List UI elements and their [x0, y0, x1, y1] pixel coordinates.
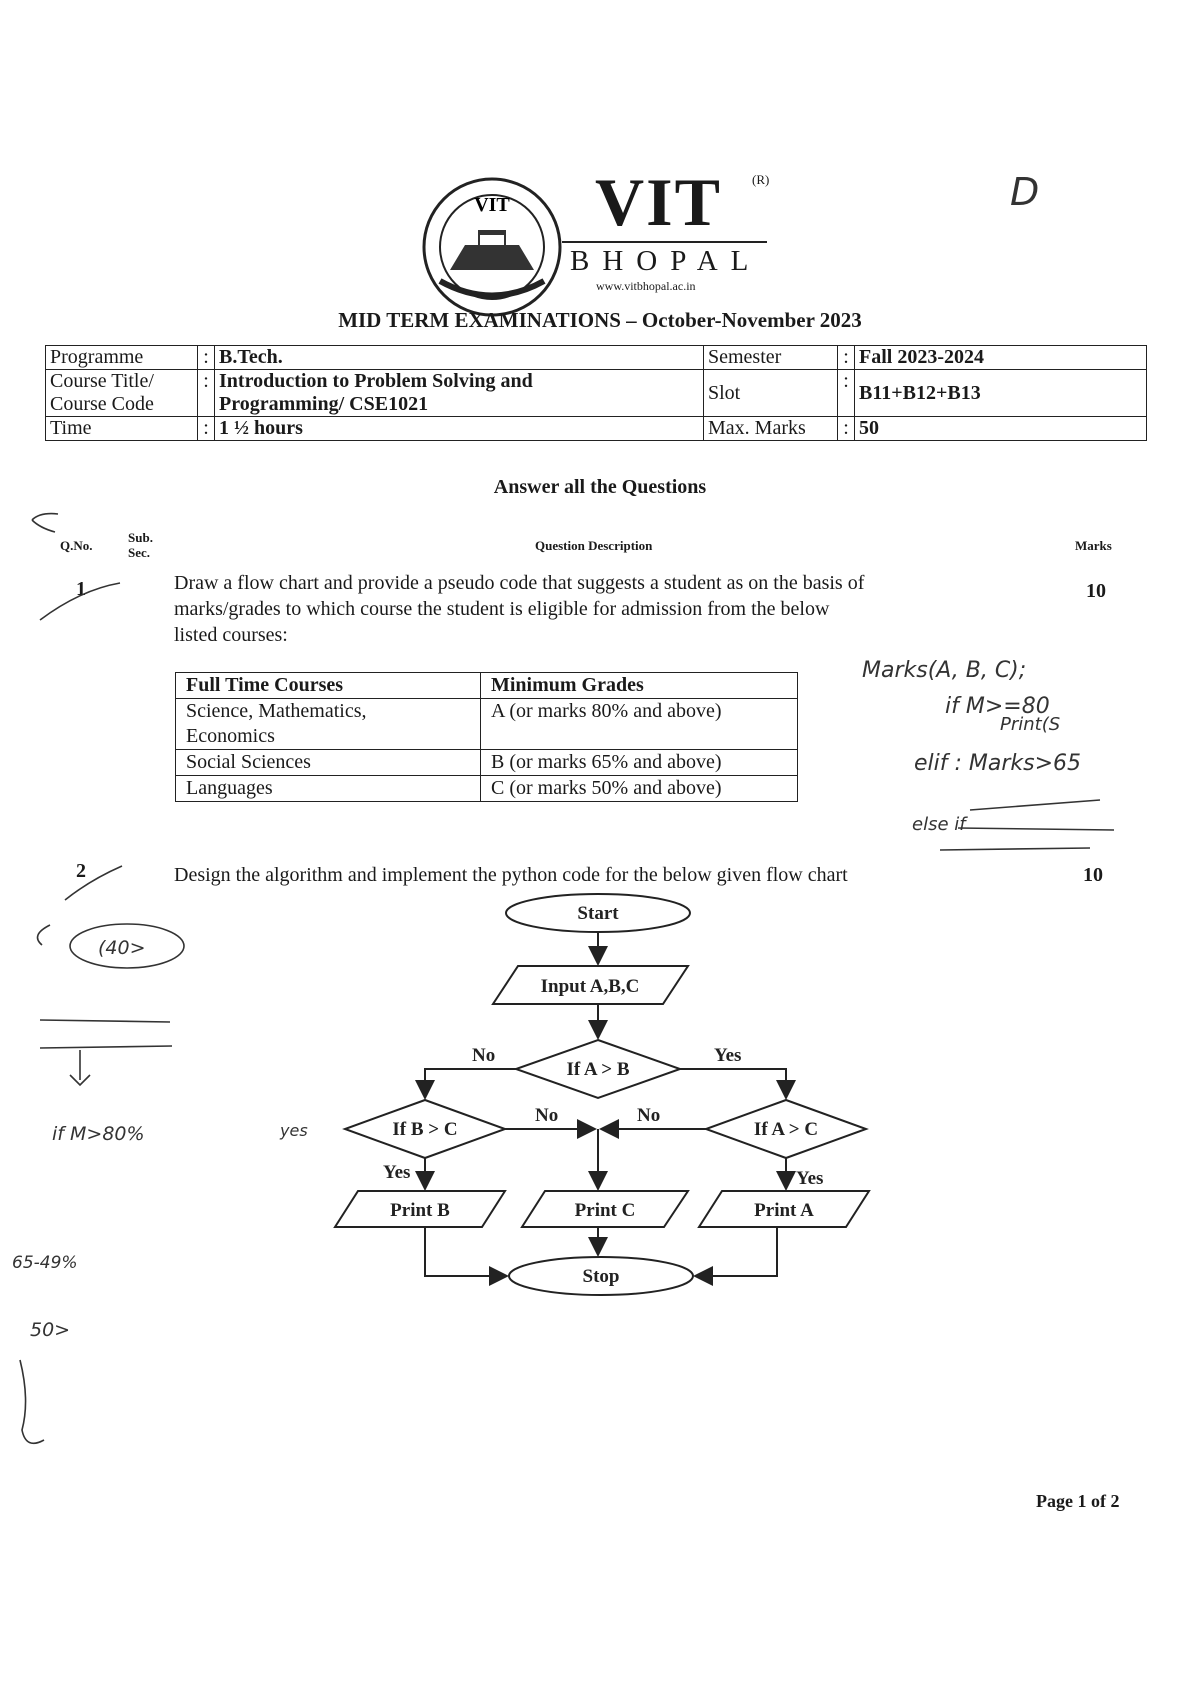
column-header: Minimum Grades: [481, 673, 798, 699]
yes-label: Yes: [383, 1162, 411, 1183]
start-label: Start: [577, 903, 619, 924]
sub-sec-header-line-1: Sub.: [128, 530, 153, 545]
handwritten-note: if M>=80: [945, 694, 1050, 719]
table-cell: B (or marks 65% and above): [481, 750, 798, 776]
decision-right-label: If A > C: [753, 1119, 819, 1140]
input-label: Input A,B,C: [540, 976, 640, 997]
separator: :: [838, 417, 855, 441]
course-label-line-1: Course Title/: [50, 370, 154, 392]
column-header: Full Time Courses: [176, 673, 481, 699]
separator: :: [198, 417, 215, 441]
qno-header: Q.No.: [60, 538, 93, 553]
no-label: No: [472, 1045, 496, 1066]
scribble: [40, 583, 120, 620]
question-2-number: 2: [76, 860, 86, 882]
yes-label: Yes: [796, 1168, 824, 1189]
semester-label: Semester: [704, 346, 838, 370]
programme-value: B.Tech.: [215, 346, 704, 370]
semester-value: Fall 2023-2024: [855, 346, 1147, 370]
course-value-line-2: Programming/ CSE1021: [219, 393, 429, 415]
decision-left-label: If B > C: [392, 1119, 458, 1140]
course-line-1: Science, Mathematics,: [186, 700, 367, 722]
website-url: www.vitbhopal.ac.in: [596, 279, 696, 293]
slot-label: Slot: [704, 370, 838, 417]
max-marks-label: Max. Marks: [704, 417, 838, 441]
yes-label: Yes: [714, 1045, 742, 1066]
seal-vit-text: VIT: [474, 194, 510, 216]
scribble: [20, 1360, 44, 1443]
programme-label: Programme: [46, 346, 198, 370]
handwritten-note: (40>: [98, 937, 146, 959]
handwritten-note: if M>80%: [52, 1123, 145, 1145]
slot-value: B11+B12+B13: [855, 370, 1147, 417]
exam-title: MID TERM EXAMINATIONS – October-November 2023: [338, 308, 862, 332]
question-2-marks: 10: [1083, 864, 1103, 886]
table-cell: C (or marks 50% and above): [481, 776, 798, 802]
brand-name: VIT: [595, 164, 722, 240]
page-number: Page 1 of 2: [1036, 1491, 1120, 1511]
question-1-marks: 10: [1086, 580, 1106, 602]
arrow: [425, 1227, 507, 1276]
separator: :: [198, 346, 215, 370]
no-label: No: [637, 1105, 661, 1126]
handwritten-note: yes: [280, 1121, 308, 1140]
question-1-number: 1: [76, 578, 86, 600]
scribble: [940, 828, 1114, 850]
arrow-yes: [680, 1069, 786, 1098]
print-b-label: Print B: [390, 1200, 450, 1221]
registered-mark: (R): [752, 172, 770, 187]
handwritten-note: Print(S: [1000, 714, 1061, 735]
marks-header: Marks: [1075, 538, 1112, 553]
stop-label: Stop: [582, 1266, 620, 1287]
handwritten-note: elif : Marks>65: [914, 751, 1082, 776]
arrow-no: [425, 1069, 516, 1098]
handwritten-corner-mark: D: [1010, 170, 1040, 214]
table-cell: Social Sciences: [176, 750, 481, 776]
scribble: [32, 514, 58, 532]
campus-name: BHOPAL: [570, 245, 762, 277]
handwritten-note: 65-49%: [12, 1253, 78, 1273]
table-cell: Languages: [176, 776, 481, 802]
question-1-line-2: marks/grades to which course the student is eligible for admission from the below: [174, 598, 830, 620]
table-cell: A (or marks 80% and above): [481, 699, 798, 750]
question-2-text: Design the algorithm and implement the python code for the below given flow chart: [174, 864, 848, 886]
print-c-label: Print C: [574, 1200, 636, 1221]
scribble: [40, 1020, 172, 1048]
separator: :: [838, 346, 855, 370]
instructions: Answer all the Questions: [493, 476, 707, 498]
print-a-label: Print A: [754, 1200, 814, 1221]
course-label-line-2: Course Code: [50, 393, 154, 415]
description-header: Question Description: [535, 538, 653, 553]
course-line-2: Economics: [186, 725, 275, 747]
time-value: 1 ½ hours: [215, 417, 704, 441]
time-label: Time: [46, 417, 198, 441]
scribble: [38, 925, 51, 945]
decision-main-label: If A > B: [566, 1059, 630, 1080]
scribble: [70, 1050, 90, 1085]
handwritten-note: 50>: [30, 1319, 71, 1341]
handwritten-note: else if: [912, 814, 966, 835]
handwritten-note: Marks(A, B, C);: [862, 658, 1027, 683]
course-value-line-1: Introduction to Problem Solving and: [219, 370, 533, 392]
scribble: [65, 866, 122, 900]
question-1-line-3: listed courses:: [174, 624, 288, 646]
no-label: No: [535, 1105, 559, 1126]
separator: :: [198, 370, 215, 417]
arrow: [695, 1227, 777, 1276]
max-marks-value: 50: [855, 417, 1147, 441]
question-1-line-1: Draw a flow chart and provide a pseudo code that suggests a student as on the basis of: [174, 572, 865, 594]
sub-sec-header-line-2: Sec.: [128, 545, 151, 560]
scribble: [970, 800, 1100, 810]
separator: :: [838, 370, 855, 417]
